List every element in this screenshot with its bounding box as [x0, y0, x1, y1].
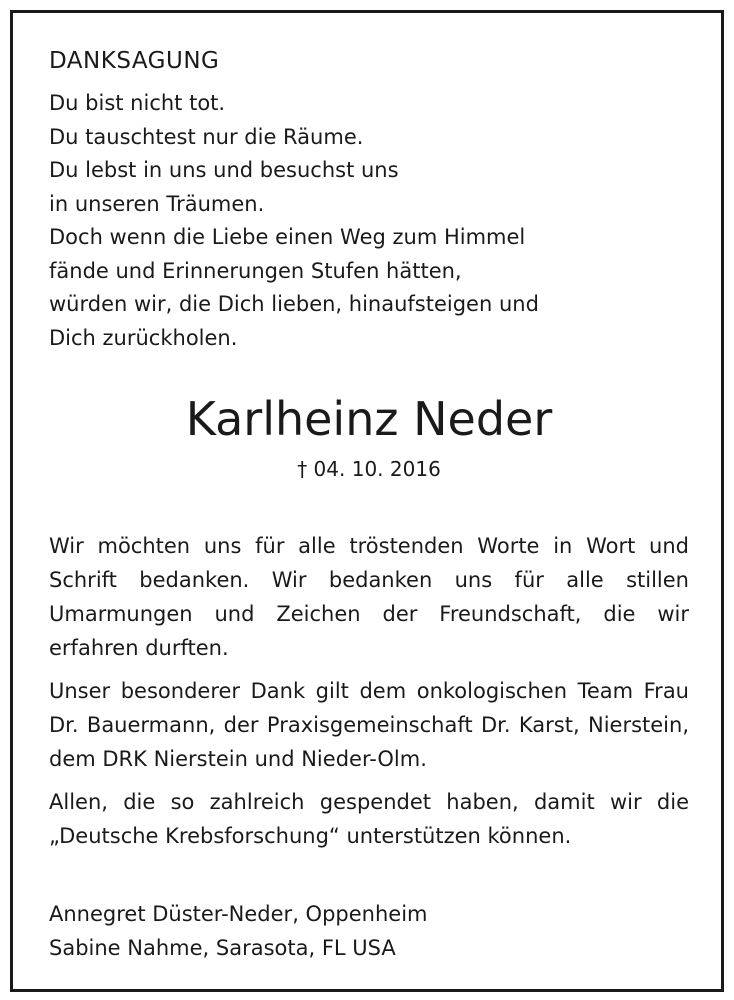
poem-line: fände und Erinnerungen Stufen hätten, — [49, 258, 462, 283]
special-thanks-paragraph: Unser besonderer Dank gilt dem onkologischen Team Frau Dr. Bauermann, der Praxisgemeinschaft Dr. Karst, Nierstein, dem DRK Nierstein und Nieder-Olm. — [49, 679, 689, 771]
deceased-name: Karlheinz Neder — [185, 392, 553, 446]
signatures — [49, 897, 689, 965]
notice-border — [10, 10, 724, 992]
signature-line: Sabine Nahme, Sarasota, FL USA — [49, 936, 396, 960]
notice-heading: DANKSAGUNG — [49, 48, 220, 74]
donation-paragraph: Allen, die so zahlreich gespendet haben, damit wir die „Deutsche Krebsforschung“ unterstützen können. — [49, 790, 689, 848]
poem-line: in unseren Träumen. — [49, 191, 265, 216]
poem-line: Du tauschtest nur die Räume. — [49, 124, 364, 149]
signature-line: Annegret Düster-Neder, Oppenheim — [49, 902, 428, 926]
thanks-paragraph: Wir möchten uns für alle tröstenden Worte in Wort und Schrift bedanken. Wir bedanken uns für alle stillen Umarmungen und Zeichen der Freundschaft, die wir erfahren durften. — [49, 534, 689, 660]
poem-line: Dich zurückholen. — [49, 325, 238, 350]
poem-line: würden wir, die Dich lieben, hinaufsteigen und — [49, 292, 539, 316]
notice-content — [49, 41, 689, 965]
poem-line: Doch wenn die Liebe einen Weg zum Himmel — [49, 225, 526, 249]
death-date: † 04. 10. 2016 — [297, 457, 441, 481]
poem-line: Du lebst in uns und besuchst uns — [49, 158, 399, 182]
poem — [49, 87, 689, 355]
poem-line: Du bist nicht tot. — [49, 91, 226, 115]
